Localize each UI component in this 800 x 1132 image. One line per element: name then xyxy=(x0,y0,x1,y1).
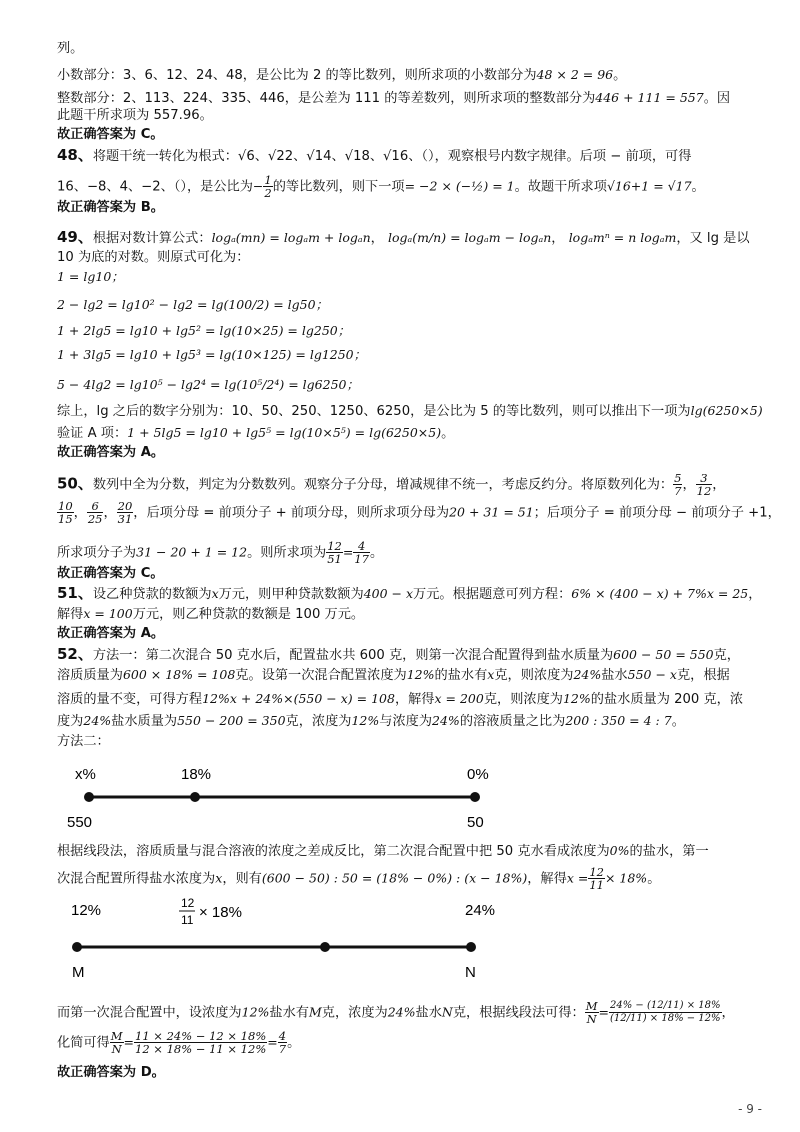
line-segment-diagram-1 xyxy=(57,755,517,835)
diagram2-mid-point xyxy=(320,942,330,952)
diagram2-mid-denominator: 11 xyxy=(181,913,194,927)
diagram2-right-bottom-label: N xyxy=(465,964,476,981)
diagram1-left-point xyxy=(84,792,94,802)
question-52-line: 52、方法一：第二次混合 50 克水后，配置盐水共 600 克，则第一次混合配置得到盐水质量为600 − 50 = 550克， xyxy=(57,645,740,663)
question-50-line: 所求项分子为31 − 20 + 1 = 12。则所求项为 $\frac{12}{51}$ = $\frac{4}{17}$ 。 xyxy=(57,539,384,566)
answer-47: 故正确答案为 C。 xyxy=(57,127,164,142)
diagram1-mid-point xyxy=(190,792,200,802)
text-line: 列。 xyxy=(57,41,84,56)
question-52-line: 溶质的量不变，可得方程12%x + 24%×(550 − x) = 108，解得x = 200克，则浓度为12%的盐水质量为 200 克，浓 xyxy=(57,691,744,707)
fraction: $\frac{12}{11}$ xyxy=(589,865,604,892)
text-line: 此题干所求项为 557.96。 xyxy=(57,108,213,123)
diagram1-right-bottom-label: 50 xyxy=(467,814,484,831)
equation: 5 − 4lg2 = lg10⁵ − lg2⁴ = lg(10⁵/2⁴) = lg6250； xyxy=(57,377,360,392)
fraction: $\frac{1}{2}$ xyxy=(264,173,272,200)
fraction: $\frac{20}{31}$ xyxy=(117,499,133,526)
question-48-line: 16、−8、4、−2、（），是公比为− $\frac{1}{2}$ 的等比数列，则下一项= −2 × (−½) = 1。故题干所求项√16+1 = √17。 xyxy=(57,173,705,200)
line-segment-diagram-2 xyxy=(57,895,517,990)
question-50-line: 50、数列中全为分数，判定为分数数列。观察分子分母，增减规律不统一，考虑反约分。将原数列化为： $\frac{5}{7}$ ， $\frac{3}{12}$ ， xyxy=(57,471,726,498)
text-line: 化简可得 $\frac{M}{N}$ = $\frac{11 \times 24\% - 12 \times 18\%}{12 \times 18\% - 11 \times 12\%}$ = $\frac{4}{7}$ 。 xyxy=(57,1029,301,1056)
equation: 1 + 3lg5 = lg10 + lg5³ = lg(10×125) = lg1250； xyxy=(57,347,367,362)
answer-49: 故正确答案为 A。 xyxy=(57,445,165,460)
question-48-line: 48、将题干统一转化为根式：√6、√22、√14、√18、√16、（），观察根号内数字规律。后项 − 前项，可得 xyxy=(57,146,692,164)
diagram1-right-top-label: 0% xyxy=(467,766,489,783)
text-line: 解得x = 100万元，则乙种贷款的数额是 100 万元。 xyxy=(57,606,365,622)
fraction: $\frac{M}{N}$ xyxy=(585,999,598,1026)
text-line: 根据线段法，溶质质量与混合溶液的浓度之差成反比，第二次混合配置中把 50 克水看成浓度为0%的盐水，第一 xyxy=(57,843,709,859)
question-52-line: 度为24%盐水质量为550 − 200 = 350克，浓度为12%与浓度为24%的溶液质量之比为200 : 350 = 4 : 7。 xyxy=(57,713,685,729)
diagram2-left-bottom-label: M xyxy=(72,964,85,981)
answer-52: 故正确答案为 D。 xyxy=(57,1065,165,1080)
fraction: $\frac{12}{51}$ xyxy=(327,539,342,566)
equation: 2 − lg2 = lg10² − lg2 = lg(100/2) = lg50； xyxy=(57,297,329,312)
equation: 1 + 2lg5 = lg10 + lg5² = lg(10×25) = lg250； xyxy=(57,323,351,338)
diagram1-mid-top-label: 18% xyxy=(181,766,212,783)
fraction: $\frac{4}{7}$ xyxy=(278,1029,287,1056)
diagram1-left-top-label: x% xyxy=(75,766,96,783)
diagram1-right-point xyxy=(470,792,480,802)
answer-51: 故正确答案为 A。 xyxy=(57,626,165,641)
equation: 1 = lg10； xyxy=(57,269,124,284)
diagram1-left-bottom-label: 550 xyxy=(67,814,93,831)
diagram2-mid-top-label: × 18% xyxy=(199,904,242,921)
text-line: 综上，lg 之后的数字分别为：10、50、250、1250、6250，是公比为 5 的等比数列，则可以推出下一项为lg(6250×5) xyxy=(57,403,763,419)
text-line: 而第一次混合配置中，设浓度为12%盐水有M克，浓度为24%盐水N克，根据线段法可得： $\frac{M}{N}$ = $\frac{24\% - (12/11) \times 18\%}{(12/11) \times 18\% - 12\%}$ ， xyxy=(57,999,735,1026)
page-number: - 9 - xyxy=(738,1102,762,1116)
fraction: $\frac{3}{12}$ xyxy=(696,471,712,498)
text-line: 10 为底的对数。则原式可化为： xyxy=(57,250,250,265)
text-line: 次混合配置所得盐水浓度为x，则有(600 − 50) : 50 = (18% − 0%) : (x − 18%)，解得x = $\frac{12}{11}$ × 18%。 xyxy=(57,865,661,892)
answer-48: 故正确答案为 B。 xyxy=(57,200,164,215)
fraction: $\frac{6}{25}$ xyxy=(87,499,103,526)
diagram2-right-point xyxy=(466,942,476,952)
question-49-line: 49、根据对数计算公式：logₐ(mn) = logₐm + logₐn， logₐ(m/n) = logₐm − logₐn， logₐmⁿ = n logₐm，又 lg 是以 xyxy=(57,228,750,246)
fraction: $\frac{4}{17}$ xyxy=(354,539,369,566)
diagram2-mid-numerator: 12 xyxy=(181,896,195,910)
text-line: 方法二： xyxy=(57,734,110,749)
answer-50: 故正确答案为 C。 xyxy=(57,566,164,581)
question-51-line: 51、设乙种贷款的数额为x万元，则甲种贷款数额为400 − x万元。根据题意可列方程：6% × (400 − x) + 7%x = 25， xyxy=(57,584,762,602)
text-line: 整数部分：2、113、224、335、446，是公差为 111 的等差数列，则所求项的整数部分为446 + 111 = 557。因 xyxy=(57,90,731,106)
diagram2-left-top-label: 12% xyxy=(71,902,102,919)
fraction: $\frac{10}{15}$ xyxy=(58,499,73,526)
question-50-line: $\frac{10}{15}$ ， $\frac{6}{25}$ ， $\frac{20}{31}$ ，后项分母 = 前项分子 + 前项分母，则所求项分母为20 + 31 = 51；后项分子 = 前项分母 − 前项分子 +1， xyxy=(58,499,781,526)
question-52-line: 溶质质量为600 × 18% = 108克。设第一次混合配置浓度为12%的盐水有x克，则浓度为24%盐水550 − x克，根据 xyxy=(57,667,730,683)
diagram2-right-top-label: 24% xyxy=(465,902,496,919)
fraction: $\frac{M}{N}$ xyxy=(110,1029,123,1056)
text-line: 验证 A 项：1 + 5lg5 = lg10 + lg5⁵ = lg(10×5⁵) = lg(6250×5)。 xyxy=(57,425,455,441)
diagram2-left-point xyxy=(72,942,82,952)
text-line: 小数部分：3、6、12、24、48，是公比为 2 的等比数列，则所求项的小数部分为48 × 2 = 96。 xyxy=(57,67,627,83)
fraction: $\frac{5}{7}$ xyxy=(674,471,682,498)
fraction: $\frac{11 \times 24\% - 12 \times 18\%}{12 \times 18\% - 11 \times 12\%}$ xyxy=(135,1029,267,1056)
fraction: $\frac{24\% - (12/11) \times 18\%}{(12/11) \times 18\% - 12\%}$ xyxy=(609,1000,721,1024)
